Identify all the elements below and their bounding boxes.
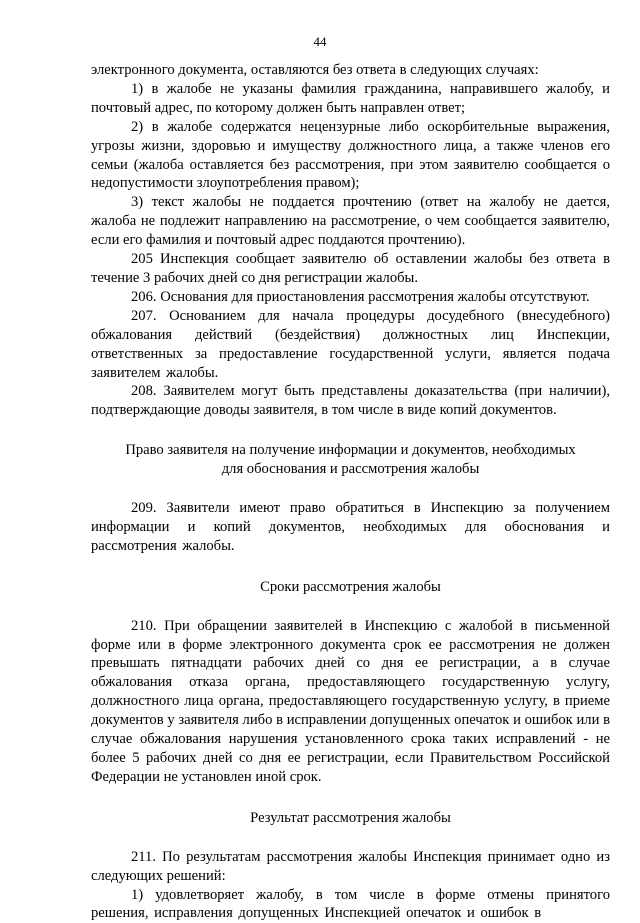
paragraph-211-item-1: 1) удовлетворяет жалобу, в том числе в форме отмены принятого решения, исправления допущенных Инспекцией опечаток и ошибок в	[91, 886, 610, 922]
paragraph-continuation: электронного документа, оставляются без ответа в следующих случаях:	[91, 62, 539, 78]
paragraph-210: 210. При обращении заявителей в Инспекцию с жалобой в письменной форме или в форме электронного документа срок ее рассмотрения не должен превышать пятнадцати рабочих дней со дня ее регистрации, а в случае обжалования отказа органа, предоставляющего государственную услугу, должностного лица органа, предоставляющего государственную услугу, в приеме документов у заявителя либо в исправлении допущенных опечаток и ошибок или в случае обжалования нарушения установленного срока таких исправлений - не более 5 рабочих дней со дня ее регистрации, если Правительством Российской Федерации не установлен иной срок.	[91, 617, 610, 785]
paragraph-205: 205 Инспекция сообщает заявителю об оставлении жалобы без ответа в течение 3 рабочих дней со дня регистрации жалобы.	[91, 251, 610, 286]
paragraph-209: 209. Заявители имеют право обратиться в Инспекцию за получением информации и копий документов, необходимых для обоснования и рассмотрения жалобы.	[91, 500, 610, 554]
paragraph-208: 208. Заявителем могут быть представлены доказательства (при наличии), подтверждающие доводы заявителя, в том числе в виде копий документов.	[91, 383, 610, 419]
paragraph-case-1: 1) в жалобе не указаны фамилия гражданина, направившего жалобу, и почтовый адрес, по которому должен быть направлен ответ;	[91, 80, 610, 116]
section-heading-result: Результат рассмотрения жалобы	[250, 809, 451, 826]
paragraph-207: 207. Основанием для начала процедуры досудебного (внесудебного) обжалования действий (бездействия) должностных лиц Инспекции, ответственных за предоставление государственной услуги, является подача заявителем жалобы.	[91, 307, 610, 381]
section-heading-terms: Сроки рассмотрения жалобы	[260, 578, 441, 595]
paragraph-206: 206. Основания для приостановления рассмотрения жалобы отсутствуют.	[131, 288, 590, 305]
paragraph-case-3: 3) текст жалобы не поддается прочтению (ответ на жалобу не дается, жалоба не подлежит направлению на рассмотрение, о чем сообщается заявителю, если его фамилия и почтовый адрес поддаются прочтению).	[91, 194, 610, 249]
section-heading-rights-line2: для обоснования и рассмотрения жалобы	[221, 461, 480, 478]
page-number: 44	[313, 34, 327, 49]
document-body	[91, 61, 610, 923]
paragraph-211: 211. По результатам рассмотрения жалобы Инспекция принимает одно из следующих решений:	[91, 848, 610, 884]
section-heading-rights-line1: Право заявителя на получение информации и документов, необходимых	[125, 442, 576, 459]
paragraph-case-2: 2) в жалобе содержатся нецензурные либо оскорбительные выражения, угрозы жизни, здоровью и имуществу должностного лица, а также членов его семьи (жалоба оставляется без рассмотрения, при этом заявителю сообщается о недопустимости злоупотребления правом);	[91, 118, 610, 192]
section-heading-rights	[91, 441, 610, 479]
